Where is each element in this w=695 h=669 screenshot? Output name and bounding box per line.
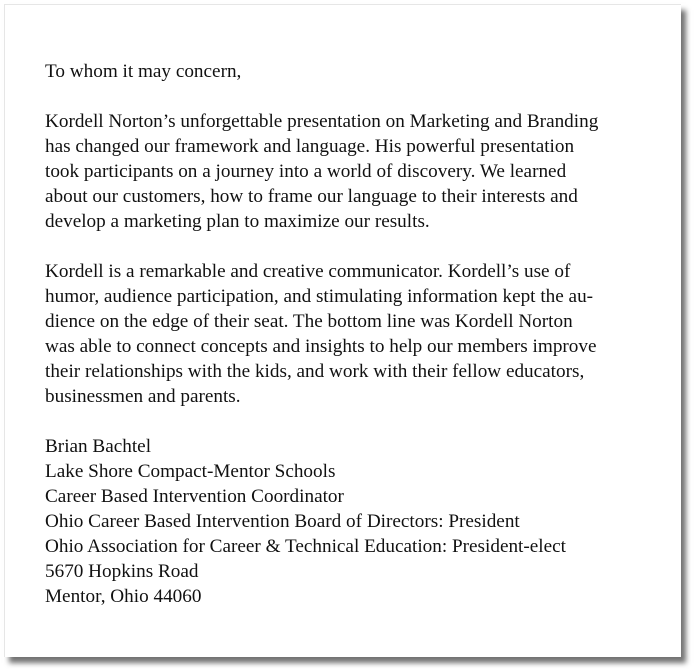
- paragraph-2-line: Kordell is a remarkable and creative communicator. Kordell’s use of: [45, 261, 571, 282]
- signature-block: [45, 434, 655, 609]
- paragraph-1-line: develop a marketing plan to maximize our results.: [45, 211, 430, 232]
- paragraph-1-line: Kordell Norton’s unforgettable presentation on Marketing and Branding: [45, 111, 599, 132]
- signature-association-role: Ohio Association for Career & Technical Education: President-elect: [45, 536, 566, 557]
- signature-organization: Lake Shore Compact-Mentor Schools: [45, 461, 336, 482]
- salutation-text: To whom it may concern,: [45, 61, 242, 82]
- signature-street-address: 5670 Hopkins Road: [45, 561, 199, 582]
- signature-city-state-zip: Mentor, Ohio 44060: [45, 586, 202, 607]
- paragraph-1-line: has changed our framework and language. His powerful presentation: [45, 136, 575, 157]
- signature-board-role: Ohio Career Based Intervention Board of Directors: President: [45, 511, 520, 532]
- paragraph-2-line: dience on the edge of their seat. The bottom line was Kordell Norton: [45, 311, 573, 332]
- paragraph-1: [45, 109, 655, 234]
- paragraph-2-line: humor, audience participation, and stimulating information kept the au-: [45, 286, 594, 307]
- signature-name: Brian Bachtel: [45, 436, 152, 457]
- salutation: [45, 59, 655, 84]
- paragraph-2-line: was able to connect concepts and insights to help our members improve: [45, 336, 597, 357]
- letter-sheet: [4, 4, 681, 657]
- paragraph-1-line: about our customers, how to frame our language to their interests and: [45, 186, 578, 207]
- signature-title: Career Based Intervention Coordinator: [45, 486, 344, 507]
- paragraph-2-line: businessmen and parents.: [45, 386, 241, 407]
- paragraph-2: [45, 259, 655, 409]
- letter-body: [45, 59, 655, 634]
- paragraph-2-line: their relationships with the kids, and work with their fellow educators,: [45, 361, 585, 382]
- paragraph-1-line: took participants on a journey into a world of discovery. We learned: [45, 161, 567, 182]
